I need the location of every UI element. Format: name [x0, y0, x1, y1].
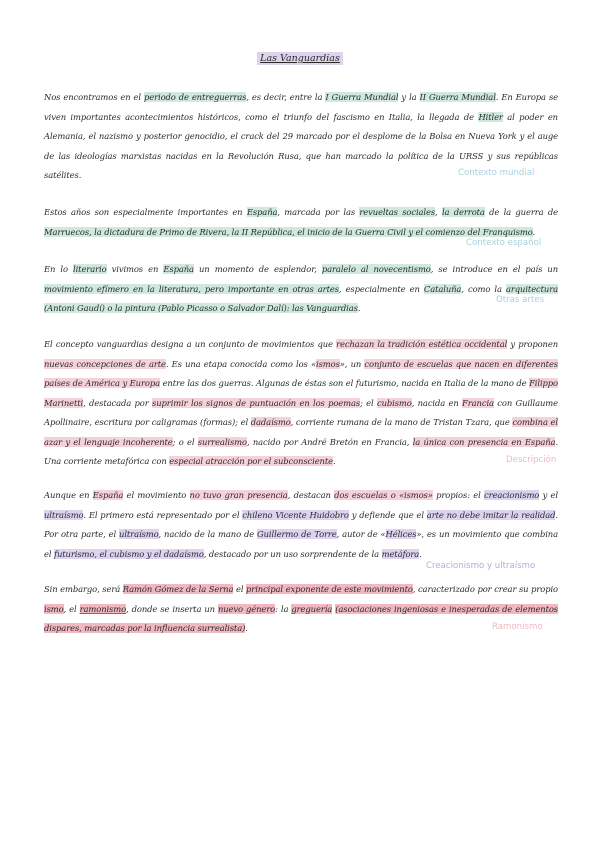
margin-note-creacionismo-ultraismo: Creacionismo y ultraísmo	[426, 561, 536, 571]
paragraph-other-arts: En lo literario vivimos en España un momento de esplendor, paralelo al novecentismo, se introduce en el país un movimiento efímero en la literatura, pero importante en otras artes, especialmente en Cataluña, como la arquitectura (Antoni Gaudí) o la pintura (Pablo Picasso o Salvador Dalí): las Vanguardias.	[44, 264, 558, 313]
paragraph-creacionismo-ultraismo: Aunque en España el movimiento no tuvo gran presencia, destacan dos escuelas o «ismos» propios: el creacionismo y el ultraísmo. El primero está representado por el chileno Vicente Huidobro y defiende que el arte no debe imitar la realidad. Por otra parte, el ultraísmo, nacido de la mano de Guillermo de Torre, autor de «Hélices», es un movimiento que combina el futurismo, el cubismo y el dadaísmo, destacado por un uso sorprendente de la metáfora.	[44, 490, 558, 559]
paragraph-description: El concepto vanguardias designa a un conjunto de movimientos que rechazan la tradición estética occidental y proponen nuevas concepciones de arte. Es una etapa conocida como los «ismos», un conjunto de escuelas que nacen en diferentes países de América y Europa entre las dos guerras. Algunas de éstas son el futurismo, nacida en Italia de la mano de Filippo Marinetti, destacada por suprimir los signos de puntuación en los poemas; el cubismo, nacida en Francia con Guillaume Apollinaire, escritura por caligramas (formas); el dadaísmo, corriente rumana de la mano de Tristan Tzara, que combina el azar y el lenguaje incoherente; o el surrealismo, nacido por André Bretón en Francia, la única con presencia en España. Una corriente metafórica con especial atracción por el subconsciente.	[44, 339, 559, 466]
margin-note-ramonismo: Ramonismo	[492, 622, 543, 632]
margin-note-world-context: Contexto mundial	[458, 168, 535, 178]
margin-note-spain-context: Contexto español	[466, 238, 542, 248]
margin-note-description: Descripción	[506, 455, 557, 465]
paragraph-context-world: Nos encontramos en el periodo de entreguerras, es decir, entre la I Guerra Mundial y la II Guerra Mundial. En Europa se viven importantes acontecimientos históricos, como el triunfo del fascismo en Italia, la llegada de Hitler al poder en Alemania, el nazismo y posterior genocidio, el crack del 29 marcado por el desplome de la Bolsa en Nueva York y el auge de las ideologías marxistas nacidas en la Revolución Rusa, que han marcado la política de la URSS y sus repúblicas satélites.	[44, 92, 559, 180]
margin-note-other-arts: Otras artes	[496, 295, 545, 305]
page-title: Las Vanguardias	[0, 53, 600, 64]
paragraph-context-spain: Estos años son especialmente importantes en España, marcada por las revueltas sociales, la derrota de la guerra de Marruecos, la dictadura de Primo de Rivera, la II República, el inicio de la Guerra Civil y el comienzo del Franquismo.	[44, 207, 558, 237]
paragraph-ramonismo: Sin embargo, será Ramón Gómez de la Serna el principal exponente de este movimiento, caracterizado por crear su propio ismo, el ramonismo, donde se inserta un nuevo género: la greguería (asociaciones ingeniosas e inesperadas de elementos dispares, marcadas por la influencia surrealista).	[44, 584, 559, 633]
